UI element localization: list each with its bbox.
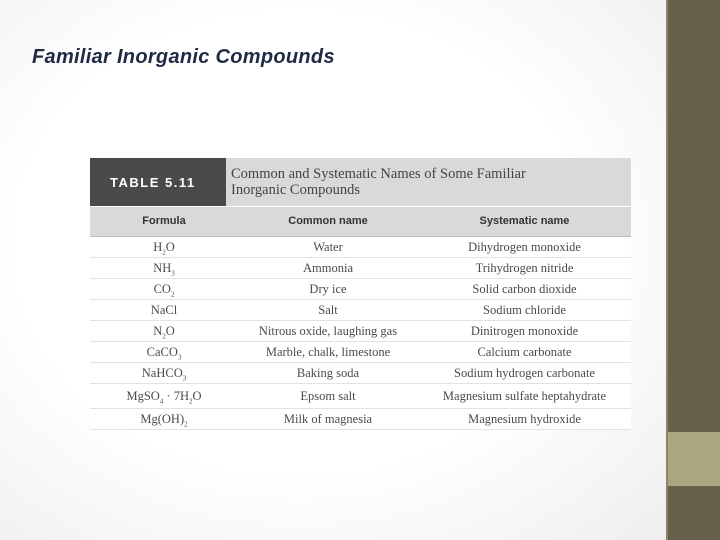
common-name-cell: Nitrous oxide, laughing gas: [258, 324, 398, 338]
common-name-cell: Dry ice: [309, 282, 347, 296]
table-row: [90, 321, 631, 342]
formula-cell: $NH_3$: [153, 261, 175, 278]
table-header-bar: [90, 158, 631, 206]
systematic-name-cell: Dinitrogen monoxide: [470, 324, 579, 338]
formula-cell: $CO_2$: [153, 282, 175, 299]
column-header-common-name: Common name: [288, 215, 368, 227]
table-row: [90, 258, 631, 279]
common-name-cell: Milk of magnesia: [283, 412, 373, 426]
common-name-cell: Salt: [318, 303, 338, 317]
formula-cell: $N_2O$: [153, 324, 175, 341]
table-caption: [226, 158, 631, 206]
systematic-name-cell: Dihydrogen monoxide: [468, 240, 581, 254]
table-row: [90, 342, 631, 363]
common-name-cell: Marble, chalk, limestone: [265, 345, 391, 359]
table-number-label: TABLE 5.11: [90, 158, 226, 206]
common-name-cell: Water: [313, 240, 343, 254]
column-header-formula: Formula: [142, 215, 186, 227]
common-name-cell: Baking soda: [296, 366, 360, 380]
systematic-name-cell: Magnesium hydroxide: [468, 412, 581, 426]
table-row: [90, 384, 631, 409]
systematic-name-cell: Solid carbon dioxide: [472, 282, 577, 296]
table-caption-line-2: Inorganic Compounds: [231, 182, 361, 198]
formula-cell: $Mg(OH)_2$: [140, 412, 188, 429]
common-name-cell: Epsom salt: [300, 389, 356, 403]
table-caption-line-1: Common and Systematic Names of Some Familiar: [231, 166, 526, 182]
systematic-name-cell: Trihydrogen nitride: [475, 261, 574, 275]
sidebar-accent-block: [668, 432, 720, 486]
column-header-systematic-name: Systematic name: [479, 215, 570, 227]
systematic-name-cell: Sodium chloride: [483, 303, 566, 317]
common-name-cell: Ammonia: [303, 261, 353, 275]
formula-cell: $H_2O$: [153, 240, 175, 257]
table-row: [90, 237, 631, 258]
slide-title: Familiar Inorganic Compounds: [32, 46, 335, 68]
table-row: [90, 279, 631, 300]
systematic-name-cell: Sodium hydrogen carbonate: [454, 366, 595, 380]
formula-cell: CaCO$_3$: [146, 345, 182, 362]
table-row: [90, 409, 631, 430]
table-row: [90, 300, 631, 321]
formula-cell: MgSO$_4$ · $7H_2O$: [126, 389, 202, 406]
column-header-row: [90, 207, 631, 237]
systematic-name-cell: Magnesium sulfate heptahydrate: [442, 389, 607, 403]
compounds-table: [90, 158, 631, 430]
formula-cell: NaHCO$_3$: [141, 366, 187, 383]
systematic-name-cell: Calcium carbonate: [477, 345, 572, 359]
table-row: [90, 363, 631, 384]
formula-cell: NaCl: [150, 303, 178, 317]
